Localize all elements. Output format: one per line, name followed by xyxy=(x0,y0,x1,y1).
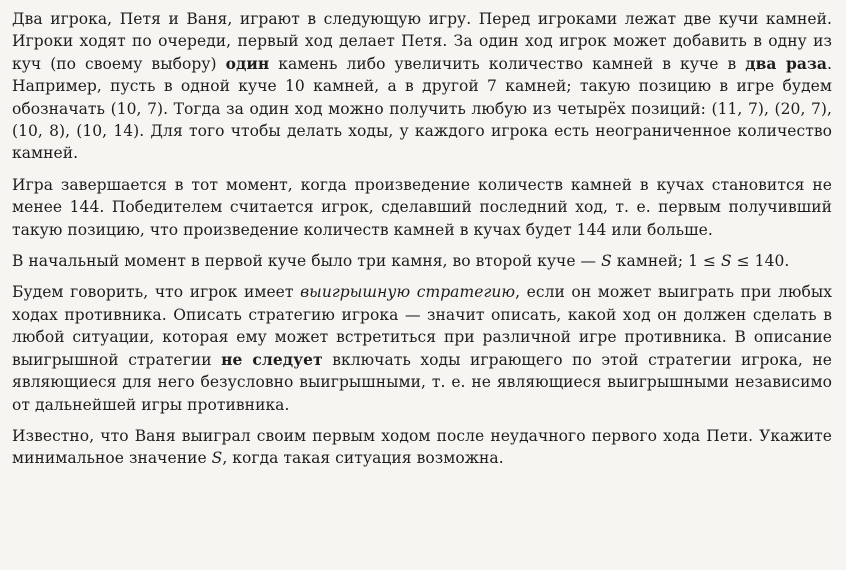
paragraph-initial-position xyxy=(12,250,832,272)
variable-s: S xyxy=(601,252,612,271)
rules-text-3: . Например, пусть в одной куче 10 камней, а в другой 7 камней; такую позицию в игре будем обозначать (10, 7). Тогда за один ход можно получить любую из четырёх позиций: (11, 7), (20, 7), (10, 8), (10, 14). Для того чтобы делать ходы, у каждого игрока есть неограниченное количество камней. xyxy=(12,54,832,163)
question-text-1: Известно, что Ваня выиграл своим первым ходом после неудачного первого хода Пети. Укажите минимальное значение xyxy=(12,426,832,468)
paragraph-game-rules xyxy=(12,8,832,165)
rules-emphasis-double: два раза xyxy=(745,53,828,73)
question-text-2: , когда такая ситуация возможна. xyxy=(222,449,504,468)
variable-s: S xyxy=(721,252,732,271)
rules-text-2: камень либо увеличить количество камней в куче в xyxy=(269,54,746,73)
paragraph-question xyxy=(12,425,832,470)
strategy-term: выигрышную стратегию xyxy=(300,283,516,302)
initial-text-1: В начальный момент в первой куче было три камня, во второй куче — xyxy=(12,252,602,271)
rules-emphasis-one: один xyxy=(225,53,270,73)
strategy-text-3: включать ходы играющего по этой стратегии игрока, не являющиеся для него безусловно выигрышными, т. е. не являющиеся выигрышными независимо от дальнейшей игры противника. xyxy=(12,350,833,414)
initial-text-3: ≤ 140. xyxy=(731,252,790,271)
strategy-text-2: , если он может выиграть при любых ходах противника. Описать стратегию игрока — значит описать, какой ход он должен сделать в любой ситуации, которая ему может встретиться при различной игре противника. В описание выигрышной стратегии xyxy=(12,283,832,369)
paragraph-game-end xyxy=(12,174,832,241)
strategy-emphasis-not: не следует xyxy=(221,349,323,369)
variable-s: S xyxy=(211,449,223,468)
strategy-text-1: Будем говорить, что игрок имеет xyxy=(12,283,301,302)
rules-text-1: Два игрока, Петя и Ваня, играют в следующую игру. Перед игроками лежат две кучи камней. Игроки ходят по очереди, первый ход делает Петя. За один ход игрок может добавить в одну из куч (по своему выбору) xyxy=(12,10,832,73)
end-text: Игра завершается в тот момент, когда произведение количеств камней в кучах становится не менее 144. Победителем считается игрок, сделавший последний ход, т. е. первым получивший такую позицию, что произведение количеств камней в кучах будет 144 или больше. xyxy=(12,175,832,239)
initial-text-2: камней; 1 ≤ xyxy=(611,252,721,271)
paragraph-winning-strategy xyxy=(12,281,832,415)
